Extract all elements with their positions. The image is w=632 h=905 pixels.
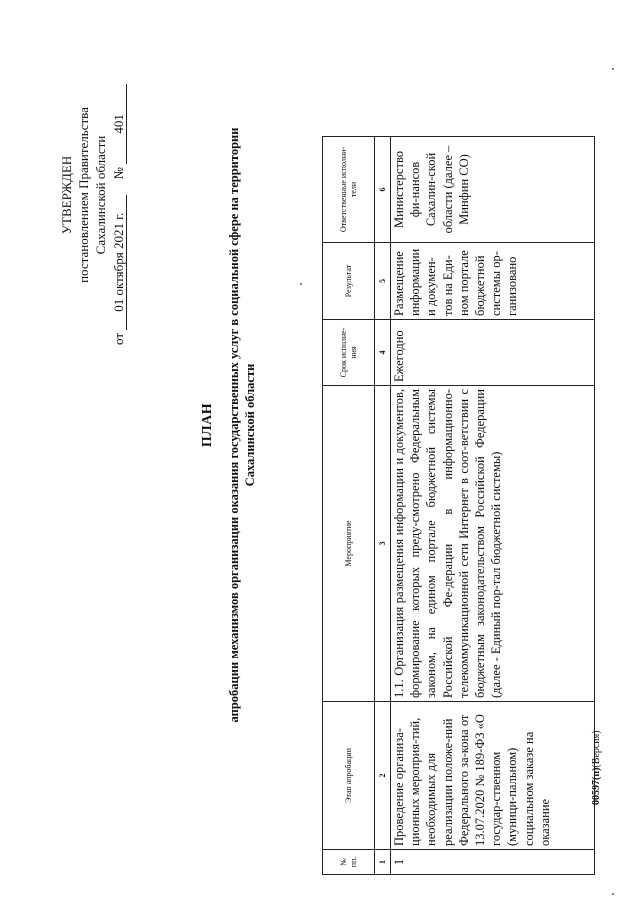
header-cell: Срок исполне-ния xyxy=(323,320,375,386)
header-cell: Этап апробации xyxy=(323,702,375,850)
column-number: 1 xyxy=(375,850,391,875)
activity-cell: 1.1. Организация размещения информации и документов, формирование которых преду-смотрено Федеральным законом, на едином портале бюджетной системы Российской Фе-дерации в информационно-телекоммуникационной сети Интернет в соот-ветствии с бюджетным законодательством Российской Федерации (далее - Единый пор-тал бюджетной системы) xyxy=(391,386,595,702)
column-number: 5 xyxy=(375,243,391,320)
document-code-number: 00597(п) xyxy=(591,767,602,805)
document-code-version: (Версия) xyxy=(591,730,602,768)
plan-heading: ПЛАН xyxy=(200,402,215,448)
deadline-cell: Ежегодно xyxy=(391,320,595,386)
scan-speck xyxy=(612,68,614,70)
approval-line-2: Сахалинской области xyxy=(93,135,108,255)
approval-date: 01 октября 2021 г. xyxy=(111,195,127,330)
column-number: 4 xyxy=(375,320,391,386)
header-cell: Ответственные исполни-тели xyxy=(323,137,375,243)
approval-line-1: постановлением Правительства xyxy=(76,107,91,283)
approval-number: 401 xyxy=(111,84,127,164)
document-code xyxy=(591,730,602,805)
responsible-cell: Министерство фи-нансов Сахалин-ской области (далее – Минфин СО) xyxy=(391,137,595,243)
header-cell: № пп. xyxy=(323,850,375,875)
table-column-number-row xyxy=(375,137,391,875)
approval-block xyxy=(58,45,127,345)
column-number: 2 xyxy=(375,702,391,850)
table-row xyxy=(391,137,595,875)
scan-speck xyxy=(612,893,614,895)
plan-subtitle: апробации механизмов организации оказания государственных услуг в социальной сфере на территории Сахалинской области xyxy=(227,127,257,723)
scan-speck xyxy=(300,283,302,285)
approval-from-label: от xyxy=(111,332,126,345)
header-cell: Мероприятие xyxy=(323,386,375,702)
table-header-row xyxy=(323,137,375,875)
header-cell: Результат xyxy=(323,243,375,320)
stage-cell: Проведение организа-ционных мероприя-тий, необходимых для реализации положе-ний Федерального за-кона от 13.07.2020 № 189-ФЗ «О государ-ственном (муници-пальном) социальном заказе на оказание xyxy=(391,702,595,850)
approval-heading: УТВЕРЖДЕН xyxy=(59,155,74,235)
column-number: 6 xyxy=(375,137,391,243)
document-title xyxy=(200,95,258,755)
row-number-cell: 1 xyxy=(391,850,595,875)
column-number: 3 xyxy=(375,386,391,702)
result-cell: Размещение информации и докумен-тов на Еди-ном портале бюджетной системы ор-ганизовано xyxy=(391,243,595,320)
plan-table xyxy=(322,136,595,875)
approval-date-line xyxy=(110,45,127,345)
approval-number-label: № xyxy=(111,167,126,180)
